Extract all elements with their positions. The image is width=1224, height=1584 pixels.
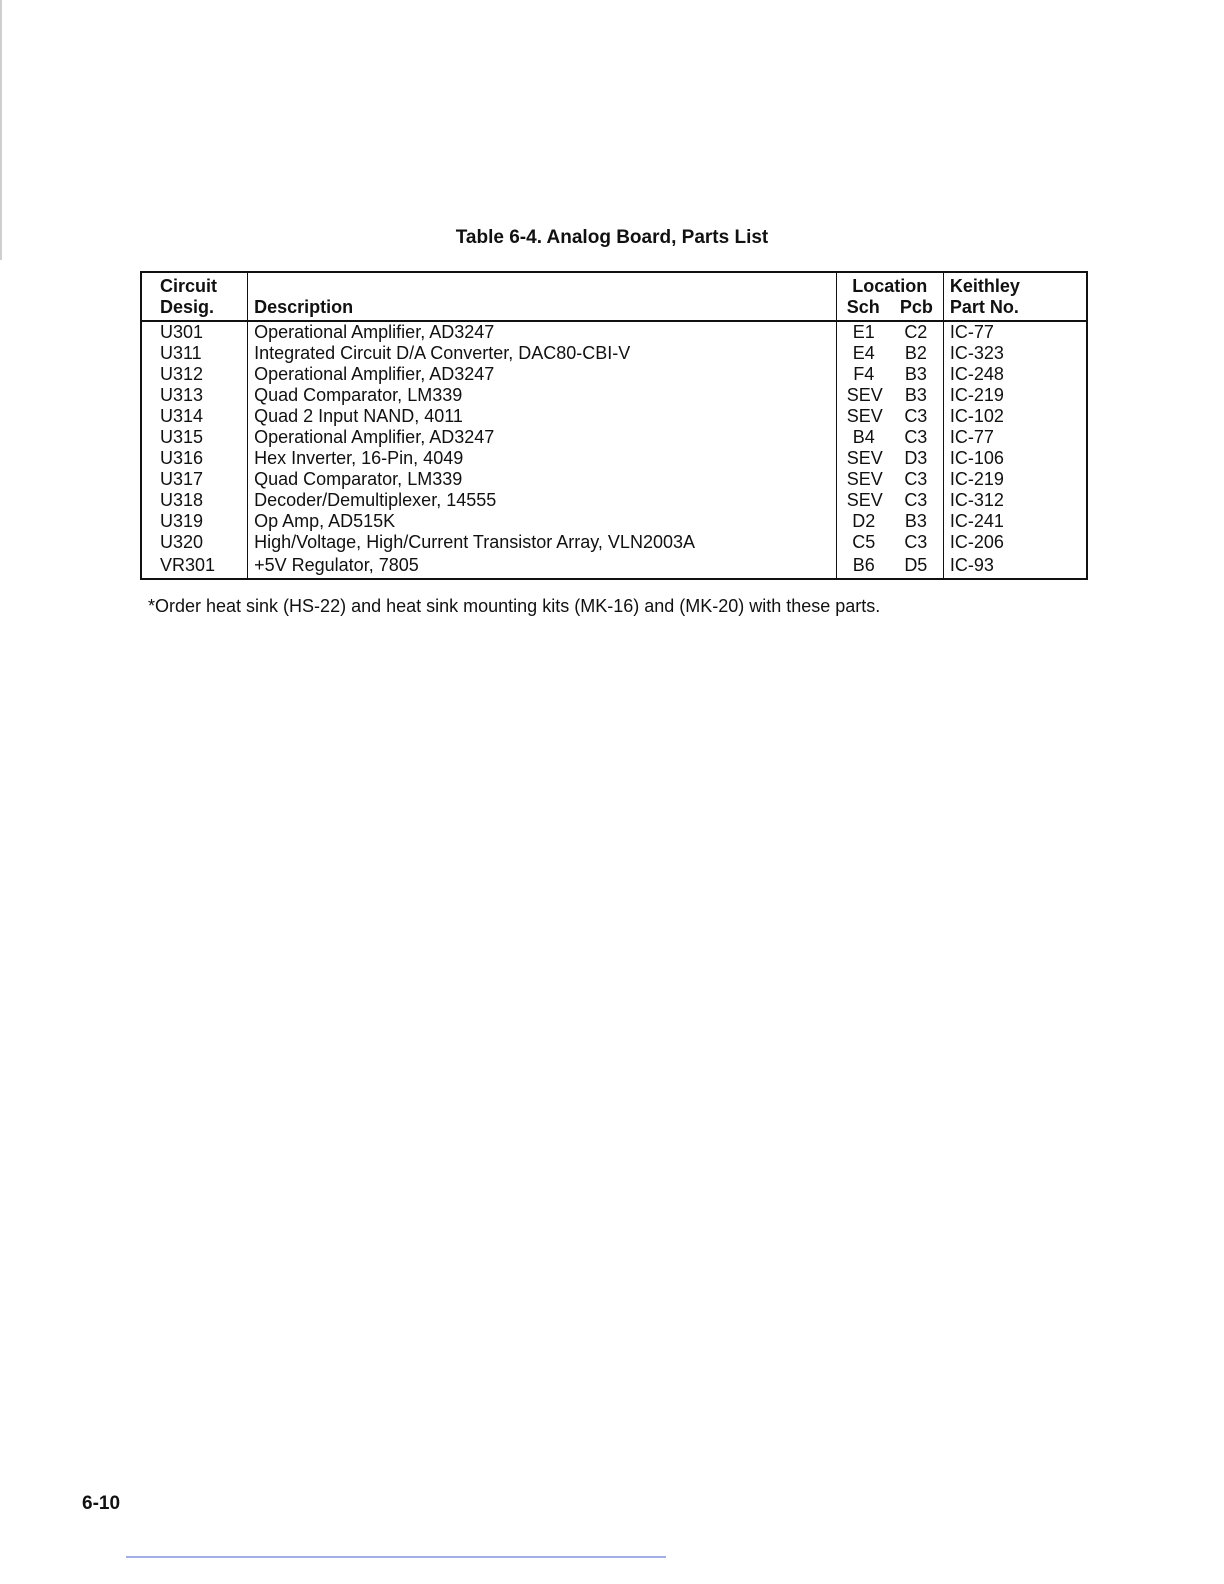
cell-pcb: B3 xyxy=(904,385,927,405)
header-circuit-line2: Desig. xyxy=(160,297,215,317)
cell-part-no: IC-219 xyxy=(943,469,1087,490)
cell-location xyxy=(836,427,943,448)
cell-description: Quad 2 Input NAND, 4011 xyxy=(248,406,837,427)
cell-pcb: C3 xyxy=(904,469,928,489)
scan-bottom-artifact xyxy=(126,1556,666,1558)
cell-location xyxy=(836,343,943,364)
cell-description: +5V Regulator, 7805 xyxy=(248,553,837,579)
cell-desig: U319 xyxy=(160,511,204,531)
cell-desig: U316 xyxy=(160,448,204,468)
cell-location xyxy=(836,511,943,532)
header-description: Description xyxy=(248,272,837,321)
cell-location xyxy=(836,553,943,579)
cell-pcb: C3 xyxy=(904,490,928,510)
header-keithley-line2: Part No. xyxy=(949,297,1019,317)
header-location xyxy=(836,272,943,321)
cell-description: Hex Inverter, 16-Pin, 4049 xyxy=(248,448,837,469)
cell-desig: U315 xyxy=(160,427,204,447)
cell-pcb: D5 xyxy=(904,555,928,575)
cell-desig: U314 xyxy=(160,406,204,426)
table-body xyxy=(141,321,1087,579)
page-number: 6-10 xyxy=(82,1493,121,1514)
cell-sch: E4 xyxy=(852,343,875,363)
cell-desig: U317 xyxy=(160,469,204,489)
table-footnote: *Order heat sink (HS-22) and heat sink mounting kits (MK-16) and (MK-20) with these parts. xyxy=(148,596,881,616)
header-location-sub xyxy=(843,297,937,318)
cell-desig: U318 xyxy=(160,490,204,510)
cell-pcb: C2 xyxy=(904,322,928,342)
cell-sch: B6 xyxy=(852,555,875,575)
table-row xyxy=(141,343,1087,364)
cell-part-no: IC-323 xyxy=(943,343,1087,364)
table-row xyxy=(141,490,1087,511)
cell-description: Operational Amplifier, AD3247 xyxy=(248,364,837,385)
cell-desig: U311 xyxy=(160,343,202,363)
cell-location xyxy=(836,490,943,511)
table-title: Table 6-4. Analog Board, Parts List xyxy=(455,227,769,248)
cell-pcb: C3 xyxy=(904,427,928,447)
parts-list-table xyxy=(140,271,1088,580)
cell-pcb: C3 xyxy=(904,406,928,426)
cell-part-no: IC-241 xyxy=(943,511,1087,532)
cell-part-no: IC-206 xyxy=(943,532,1087,553)
cell-pcb: D3 xyxy=(904,448,928,468)
cell-part-no: IC-312 xyxy=(943,490,1087,511)
cell-sch: SEV xyxy=(846,469,883,489)
table-row xyxy=(141,469,1087,490)
header-circuit-line1: Circuit xyxy=(160,276,218,296)
cell-description: Quad Comparator, LM339 xyxy=(248,469,837,490)
cell-location xyxy=(836,321,943,343)
cell-sch: SEV xyxy=(846,406,883,426)
cell-sch: SEV xyxy=(846,448,883,468)
table-header-row xyxy=(141,272,1087,321)
cell-part-no: IC-248 xyxy=(943,364,1087,385)
table-row xyxy=(141,427,1087,448)
table-row xyxy=(141,532,1087,553)
cell-location xyxy=(836,385,943,406)
cell-description: Operational Amplifier, AD3247 xyxy=(248,427,837,448)
cell-part-no: IC-106 xyxy=(943,448,1087,469)
table-row xyxy=(141,406,1087,427)
cell-sch: E1 xyxy=(852,322,875,342)
cell-desig: VR301 xyxy=(160,555,216,575)
cell-description: Decoder/Demultiplexer, 14555 xyxy=(248,490,837,511)
header-location-label: Location xyxy=(852,276,928,296)
cell-description: Quad Comparator, LM339 xyxy=(248,385,837,406)
cell-location xyxy=(836,364,943,385)
table-row xyxy=(141,448,1087,469)
header-circuit-desig xyxy=(141,272,248,321)
cell-description: High/Voltage, High/Current Transistor Array, VLN2003A xyxy=(248,532,837,553)
cell-part-no: IC-77 xyxy=(943,321,1087,343)
cell-desig: U301 xyxy=(160,322,204,342)
cell-part-no: IC-77 xyxy=(943,427,1087,448)
cell-sch: SEV xyxy=(846,385,883,405)
cell-description: Integrated Circuit D/A Converter, DAC80-CBI-V xyxy=(248,343,837,364)
cell-sch: F4 xyxy=(853,364,875,384)
cell-desig: U320 xyxy=(160,532,204,552)
header-keithley-part xyxy=(943,272,1087,321)
header-sch: Sch xyxy=(846,297,880,317)
table-row xyxy=(141,321,1087,343)
cell-location xyxy=(836,448,943,469)
table-row xyxy=(141,511,1087,532)
cell-description: Operational Amplifier, AD3247 xyxy=(248,321,837,343)
cell-sch: B4 xyxy=(852,427,875,447)
cell-pcb: B3 xyxy=(904,364,927,384)
table-row xyxy=(141,364,1087,385)
cell-pcb: C3 xyxy=(904,532,928,552)
cell-part-no: IC-93 xyxy=(943,553,1087,579)
cell-sch: C5 xyxy=(852,532,876,552)
cell-desig: U313 xyxy=(160,385,204,405)
cell-part-no: IC-102 xyxy=(943,406,1087,427)
table-row xyxy=(141,385,1087,406)
cell-description: Op Amp, AD515K xyxy=(248,511,837,532)
cell-location xyxy=(836,406,943,427)
cell-sch: D2 xyxy=(852,511,876,531)
cell-sch: SEV xyxy=(846,490,883,510)
cell-pcb: B3 xyxy=(904,511,927,531)
cell-part-no: IC-219 xyxy=(943,385,1087,406)
cell-location xyxy=(836,532,943,553)
scan-left-edge xyxy=(0,0,2,260)
header-keithley-line1: Keithley xyxy=(949,276,1020,296)
header-pcb: Pcb xyxy=(899,297,933,317)
cell-pcb: B2 xyxy=(904,343,927,363)
cell-desig: U312 xyxy=(160,364,204,384)
cell-location xyxy=(836,469,943,490)
table-row xyxy=(141,553,1087,579)
